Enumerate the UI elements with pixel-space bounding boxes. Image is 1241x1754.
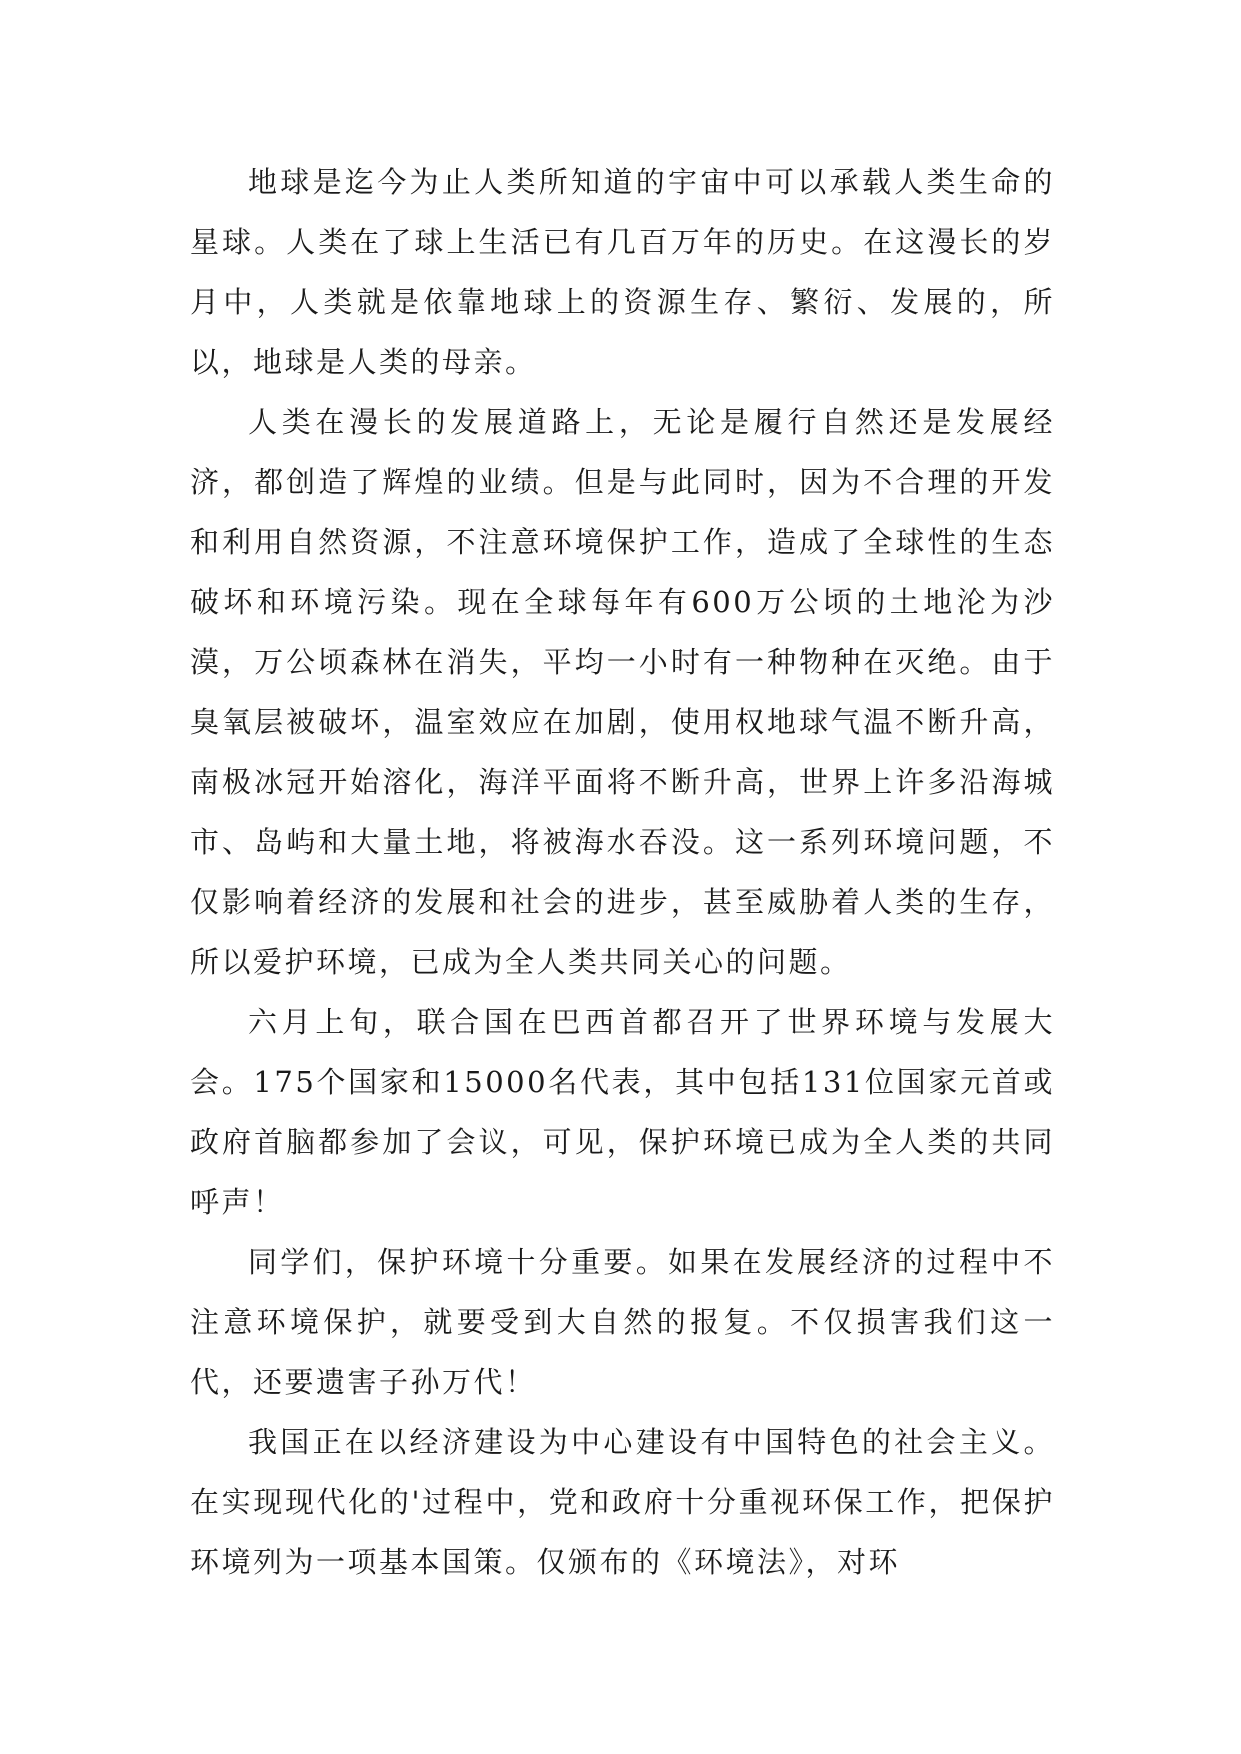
paragraph-students-appeal: 同学们，保护环境十分重要。如果在发展经济的过程中不注意环境保护，就要受到大自然的报复。不仅损害我们这一代，还要遗害子孙万代！ xyxy=(190,1245,1055,1399)
paragraph-earth-mother: 地球是迄今为止人类所知道的宇宙中可以承载人类生命的星球。人类在了球上生活已有几百万年的历史。在这漫长的岁月中，人类就是依靠地球上的资源生存、繁衍、发展的，所以，地球是人类的母亲。 xyxy=(190,165,1055,379)
paragraph-national-policy: 我国正在以经济建设为中心建设有中国特色的社会主义。在实现现代化的'过程中，党和政府十分重视环保工作，把保护环境列为一项基本国策。仅颁布的《环境法》，对环 xyxy=(190,1425,1055,1579)
paragraph-un-conference: 六月上旬，联合国在巴西首都召开了世界环境与发展大会。175个国家和15000名代表，其中包括131位国家元首或政府首脑都参加了会议，可见，保护环境已成为全人类的共同呼声！ xyxy=(190,1005,1055,1219)
paragraph-environmental-crisis: 人类在漫长的发展道路上，无论是履行自然还是发展经济，都创造了辉煌的业绩。但是与此同时，因为不合理的开发和利用自然资源，不注意环境保护工作，造成了全球性的生态破坏和环境污染。现在全球每年有600万公顷的土地沦为沙漠，万公顷森林在消失，平均一小时有一种物种在灭绝。由于臭氧层被破坏，温室效应在加剧，使用权地球气温不断升高，南极冰冠开始溶化，海洋平面将不断升高，世界上许多沿海城市、岛屿和大量土地，将被海水吞没。这一系列环境问题，不仅影响着经济的发展和社会的进步，甚至威胁着人类的生存，所以爱护环境，已成为全人类共同关心的问题。 xyxy=(190,405,1055,979)
document-body xyxy=(190,152,1055,1592)
